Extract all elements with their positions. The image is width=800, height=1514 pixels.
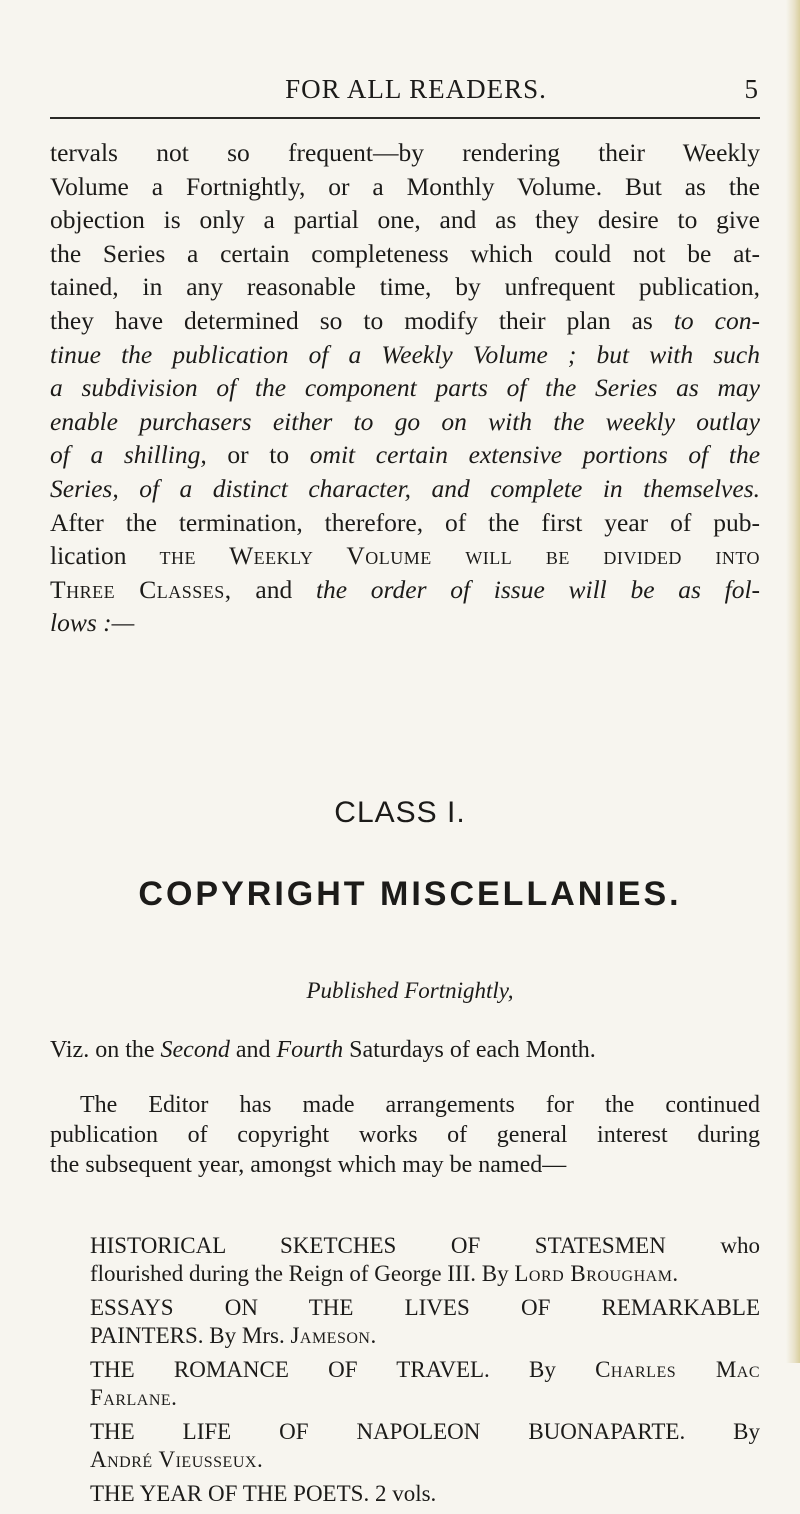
page-edge-shadow: [786, 0, 800, 1363]
body-line: a subdivision of the component parts of the Series as may: [50, 373, 760, 403]
body-line: [50, 304, 760, 338]
entry-line: [90, 1356, 760, 1384]
entry-line: [90, 1418, 760, 1446]
page-header: [66, 74, 766, 114]
editor-line: the subsequent year, amongst which may be named—: [50, 1152, 567, 1178]
body-paragraph: [50, 136, 760, 640]
body-text: or to: [227, 440, 290, 470]
entry-title: THE LIFE OF NAPOLEON BUONAPARTE.: [90, 1419, 686, 1444]
entry-line: [90, 1480, 760, 1508]
body-line: After the termination, therefore, of the first year of pub-: [50, 507, 760, 537]
entry-title: HISTORICAL SKETCHES OF STATESMEN: [90, 1233, 666, 1258]
page-number: 5: [744, 74, 758, 104]
viz-second: Second: [160, 1037, 230, 1063]
body-line: tervals not so frequent—by rendering their Weekly: [50, 138, 760, 167]
entry-text: flourished during the Reign of George III. By: [90, 1261, 509, 1286]
editor-line: publication of copyright works of general interest during: [50, 1122, 760, 1148]
entry-text: 2 vols.: [374, 1481, 437, 1506]
body-line: objection is only a partial one, and as they desire to give: [50, 205, 760, 235]
entry-author: Charles Mac: [595, 1357, 761, 1382]
header-rule: [50, 117, 760, 119]
body-line: [50, 438, 760, 472]
entry-line: [90, 1322, 760, 1350]
viz-text: Saturdays of each Month.: [349, 1037, 596, 1063]
viz-line: [50, 1035, 760, 1065]
entry-author: Lord Brougham.: [514, 1261, 679, 1286]
body-line: Volume a Fortnightly, or a Monthly Volume. But as the: [50, 171, 760, 201]
body-text: they have determined so to modify their plan as: [50, 305, 653, 335]
entry-line: [90, 1232, 760, 1260]
entry-text: By: [529, 1357, 556, 1382]
body-line: tinue the publication of a Weekly Volume ; but with such: [50, 339, 760, 369]
editor-line: The Editor has made arrangements for the continued: [80, 1092, 760, 1118]
editor-paragraph: [50, 1090, 760, 1180]
body-line: [50, 539, 760, 573]
entry-line: ESSAYS ON THE LIVES OF REMARKABLE: [90, 1295, 760, 1320]
list-item: [90, 1418, 760, 1474]
body-line: enable purchasers either to go on with the weekly outlay: [50, 406, 760, 436]
entry-title: THE ROMANCE OF TRAVEL.: [90, 1357, 490, 1382]
viz-text: and: [235, 1037, 271, 1063]
body-smallcaps-text: the Weekly Volume will be divided into: [159, 541, 761, 571]
viz-fourth: Fourth: [276, 1037, 344, 1063]
entry-text: By Mrs.: [209, 1323, 285, 1348]
body-italic-text: of a shilling,: [50, 440, 207, 470]
body-italic-text: to con-: [673, 305, 760, 335]
body-line: [50, 573, 760, 607]
viz-text: Viz. on the: [50, 1037, 155, 1063]
entry-text: PAINTERS.: [90, 1323, 204, 1348]
body-smallcaps-text: Three Classes,: [50, 574, 232, 604]
body-line: the Series a certain completeness which could not be at-: [50, 238, 760, 268]
body-line: tained, in any reasonable time, by unfrequent publication,: [50, 272, 760, 302]
list-item: [90, 1232, 760, 1288]
list-item: [90, 1294, 760, 1350]
body-text: and: [255, 574, 293, 604]
class-heading: CLASS I.: [334, 796, 466, 829]
entry-line: André Vieusseux.: [90, 1447, 264, 1472]
body-line: lows :—: [50, 608, 135, 638]
body-italic-text: omit certain extensive portions of the: [309, 440, 761, 470]
entry-title: THE YEAR OF THE POETS.: [90, 1481, 370, 1506]
running-title: FOR ALL READERS.: [285, 74, 547, 104]
published-line: Published Fortnightly,: [306, 978, 514, 1003]
entry-text: By: [733, 1419, 760, 1444]
entry-line: Farlane.: [90, 1385, 178, 1410]
list-item: [90, 1356, 760, 1412]
entry-author: Jameson.: [290, 1323, 377, 1348]
section-title: COPYRIGHT MISCELLANIES.: [138, 875, 682, 913]
entry-line: [90, 1260, 760, 1288]
body-text: lication: [50, 541, 127, 571]
entry-text: who: [720, 1233, 761, 1258]
works-list: [90, 1232, 760, 1514]
body-italic-text: the order of issue will be as fol-: [315, 574, 761, 604]
body-line: Series, of a distinct character, and complete in themselves.: [50, 473, 760, 503]
list-item: [90, 1480, 760, 1508]
